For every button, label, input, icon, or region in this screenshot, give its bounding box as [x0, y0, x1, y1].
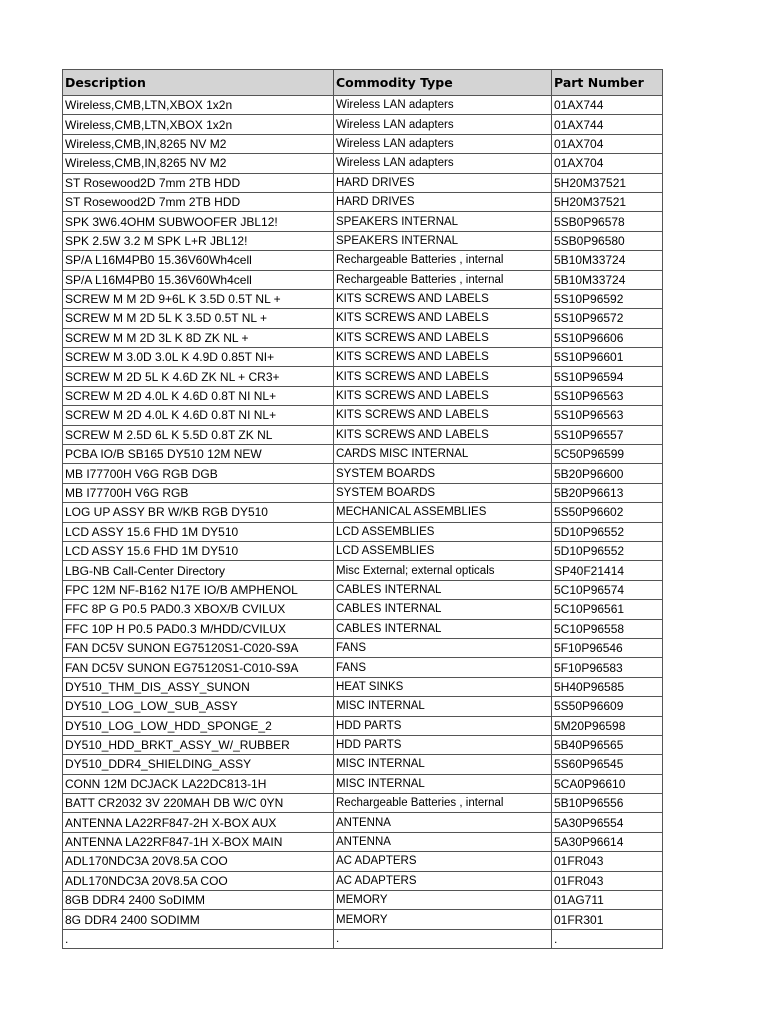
description-cell: SCREW M 2D 4.0L K 4.6D 0.8T NI NL+	[63, 386, 334, 405]
header-row	[63, 70, 663, 96]
part-number-cell: 5S10P96572	[552, 309, 663, 328]
table-row	[63, 522, 663, 541]
table-row	[63, 270, 663, 289]
commodity-type-cell: KITS SCREWS AND LABELS	[334, 309, 552, 328]
part-number-cell: 5D10P96552	[552, 541, 663, 560]
part-number-cell: SP40F21414	[552, 561, 663, 580]
commodity-type-cell: LCD ASSEMBLIES	[334, 541, 552, 560]
table-row	[63, 212, 663, 231]
part-number-cell: 5B10M33724	[552, 270, 663, 289]
part-number-cell: 5C10P96561	[552, 600, 663, 619]
commodity-type-cell: ANTENNA	[334, 832, 552, 851]
table-row	[63, 910, 663, 929]
table-row	[63, 541, 663, 560]
table-row	[63, 697, 663, 716]
commodity-type-cell: SYSTEM BOARDS	[334, 483, 552, 502]
table-row	[63, 289, 663, 308]
description-cell: DY510_THM_DIS_ASSY_SUNON	[63, 677, 334, 696]
part-number-cell: 5B20P96613	[552, 483, 663, 502]
commodity-type-cell: Wireless LAN adapters	[334, 134, 552, 153]
table-row	[63, 192, 663, 211]
description-cell: FFC 10P H P0.5 PAD0.3 M/HDD/CVILUX	[63, 619, 334, 638]
part-number-cell: 5H20M37521	[552, 192, 663, 211]
commodity-type-cell: MISC INTERNAL	[334, 755, 552, 774]
part-number-cell: 01AG711	[552, 891, 663, 910]
part-number-cell: 5S10P96601	[552, 348, 663, 367]
header-description: Description	[63, 70, 334, 96]
commodity-type-cell: SYSTEM BOARDS	[334, 464, 552, 483]
part-number-cell: 5S10P96592	[552, 289, 663, 308]
part-number-cell: 5A30P96614	[552, 832, 663, 851]
table-row	[63, 464, 663, 483]
table-row	[63, 425, 663, 444]
commodity-type-cell: HEAT SINKS	[334, 677, 552, 696]
commodity-type-cell: .	[334, 929, 552, 948]
description-cell: .	[63, 929, 334, 948]
table-row	[63, 154, 663, 173]
table-row	[63, 251, 663, 270]
description-cell: SP/A L16M4PB0 15.36V60Wh4cell	[63, 251, 334, 270]
table-row	[63, 231, 663, 250]
commodity-type-cell: KITS SCREWS AND LABELS	[334, 328, 552, 347]
commodity-type-cell: KITS SCREWS AND LABELS	[334, 348, 552, 367]
commodity-type-cell: MEMORY	[334, 910, 552, 929]
commodity-type-cell: KITS SCREWS AND LABELS	[334, 289, 552, 308]
commodity-type-cell: LCD ASSEMBLIES	[334, 522, 552, 541]
table-row	[63, 445, 663, 464]
commodity-type-cell: HDD PARTS	[334, 735, 552, 754]
part-number-cell: 5S10P96563	[552, 386, 663, 405]
description-cell: FFC 8P G P0.5 PAD0.3 XBOX/B CVILUX	[63, 600, 334, 619]
commodity-type-cell: Rechargeable Batteries , internal	[334, 251, 552, 270]
table-row	[63, 891, 663, 910]
description-cell: SCREW M M 2D 3L K 8D ZK NL +	[63, 328, 334, 347]
part-number-cell: 5C10P96558	[552, 619, 663, 638]
part-number-cell: 5S50P96602	[552, 503, 663, 522]
description-cell: DY510_DDR4_SHIELDING_ASSY	[63, 755, 334, 774]
commodity-type-cell: MISC INTERNAL	[334, 774, 552, 793]
commodity-type-cell: SPEAKERS INTERNAL	[334, 212, 552, 231]
table-row	[63, 619, 663, 638]
part-number-cell: 01AX744	[552, 96, 663, 115]
commodity-type-cell: AC ADAPTERS	[334, 871, 552, 890]
description-cell: CONN 12M DCJACK LA22DC813-1H	[63, 774, 334, 793]
table-row	[63, 173, 663, 192]
part-number-cell: 5B40P96565	[552, 735, 663, 754]
commodity-type-cell: KITS SCREWS AND LABELS	[334, 406, 552, 425]
commodity-type-cell: MEMORY	[334, 891, 552, 910]
table-body	[63, 96, 663, 949]
description-cell: Wireless,CMB,LTN,XBOX 1x2n	[63, 115, 334, 134]
description-cell: SPK 3W6.4OHM SUBWOOFER JBL12!	[63, 212, 334, 231]
commodity-type-cell: SPEAKERS INTERNAL	[334, 231, 552, 250]
description-cell: SCREW M 2D 4.0L K 4.6D 0.8T NI NL+	[63, 406, 334, 425]
description-cell: DY510_LOG_LOW_SUB_ASSY	[63, 697, 334, 716]
table-row	[63, 813, 663, 832]
part-number-cell: 01FR301	[552, 910, 663, 929]
part-number-cell: .	[552, 929, 663, 948]
commodity-type-cell: CABLES INTERNAL	[334, 600, 552, 619]
table-row	[63, 600, 663, 619]
commodity-type-cell: HARD DRIVES	[334, 173, 552, 192]
table-row	[63, 406, 663, 425]
commodity-type-cell: Rechargeable Batteries , internal	[334, 270, 552, 289]
description-cell: ANTENNA LA22RF847-1H X-BOX MAIN	[63, 832, 334, 851]
table-row	[63, 735, 663, 754]
commodity-type-cell: KITS SCREWS AND LABELS	[334, 425, 552, 444]
description-cell: LBG-NB Call-Center Directory	[63, 561, 334, 580]
part-number-cell: 01AX704	[552, 154, 663, 173]
table-row	[63, 871, 663, 890]
table-row	[63, 638, 663, 657]
table-row	[63, 134, 663, 153]
part-number-cell: 5S60P96545	[552, 755, 663, 774]
part-number-cell: 5M20P96598	[552, 716, 663, 735]
commodity-type-cell: Misc External; external opticals	[334, 561, 552, 580]
part-number-cell: 5B10P96556	[552, 794, 663, 813]
description-cell: Wireless,CMB,IN,8265 NV M2	[63, 154, 334, 173]
part-number-cell: 5S10P96557	[552, 425, 663, 444]
part-number-cell: 5B20P96600	[552, 464, 663, 483]
table-row	[63, 852, 663, 871]
commodity-type-cell: Wireless LAN adapters	[334, 96, 552, 115]
description-cell: SCREW M M 2D 5L K 3.5D 0.5T NL +	[63, 309, 334, 328]
description-cell: MB I77700H V6G RGB	[63, 483, 334, 502]
description-cell: ST Rosewood2D 7mm 2TB HDD	[63, 173, 334, 192]
description-cell: Wireless,CMB,IN,8265 NV M2	[63, 134, 334, 153]
description-cell: ADL170NDC3A 20V8.5A COO	[63, 871, 334, 890]
part-number-cell: 5SB0P96580	[552, 231, 663, 250]
description-cell: BATT CR2032 3V 220MAH DB W/C 0YN	[63, 794, 334, 813]
commodity-type-cell: KITS SCREWS AND LABELS	[334, 386, 552, 405]
commodity-type-cell: FANS	[334, 658, 552, 677]
description-cell: FAN DC5V SUNON EG75120S1-C020-S9A	[63, 638, 334, 657]
part-number-cell: 5C50P96599	[552, 445, 663, 464]
part-number-cell: 5H40P96585	[552, 677, 663, 696]
description-cell: FAN DC5V SUNON EG75120S1-C010-S9A	[63, 658, 334, 677]
commodity-type-cell: MECHANICAL ASSEMBLIES	[334, 503, 552, 522]
header-part-number: Part Number	[552, 70, 663, 96]
commodity-type-cell: HDD PARTS	[334, 716, 552, 735]
table-row	[63, 367, 663, 386]
commodity-type-cell: CARDS MISC INTERNAL	[334, 445, 552, 464]
part-number-cell: 01FR043	[552, 871, 663, 890]
description-cell: FPC 12M NF-B162 N17E IO/B AMPHENOL	[63, 580, 334, 599]
table-row	[63, 328, 663, 347]
commodity-type-cell: Wireless LAN adapters	[334, 154, 552, 173]
description-cell: DY510_LOG_LOW_HDD_SPONGE_2	[63, 716, 334, 735]
commodity-type-cell: CABLES INTERNAL	[334, 619, 552, 638]
part-number-cell: 5A30P96554	[552, 813, 663, 832]
part-number-cell: 5S50P96609	[552, 697, 663, 716]
part-number-cell: 5F10P96583	[552, 658, 663, 677]
description-cell: ST Rosewood2D 7mm 2TB HDD	[63, 192, 334, 211]
part-number-cell: 5SB0P96578	[552, 212, 663, 231]
part-number-cell: 5H20M37521	[552, 173, 663, 192]
commodity-type-cell: KITS SCREWS AND LABELS	[334, 367, 552, 386]
part-number-cell: 01AX744	[552, 115, 663, 134]
table-row	[63, 386, 663, 405]
table-row	[63, 96, 663, 115]
part-number-cell: 5S10P96563	[552, 406, 663, 425]
description-cell: SCREW M 2.5D 6L K 5.5D 0.8T ZK NL	[63, 425, 334, 444]
description-cell: SPK 2.5W 3.2 M SPK L+R JBL12!	[63, 231, 334, 250]
table-row	[63, 658, 663, 677]
header-commodity-type: Commodity Type	[334, 70, 552, 96]
table-row	[63, 483, 663, 502]
description-cell: LOG UP ASSY BR W/KB RGB DY510	[63, 503, 334, 522]
commodity-type-cell: Wireless LAN adapters	[334, 115, 552, 134]
commodity-type-cell: CABLES INTERNAL	[334, 580, 552, 599]
description-cell: DY510_HDD_BRKT_ASSY_W/_RUBBER	[63, 735, 334, 754]
table-row	[63, 832, 663, 851]
description-cell: 8G DDR4 2400 SODIMM	[63, 910, 334, 929]
table-row	[63, 503, 663, 522]
table-row	[63, 677, 663, 696]
table-row	[63, 348, 663, 367]
part-number-cell: 5CA0P96610	[552, 774, 663, 793]
description-cell: ANTENNA LA22RF847-2H X-BOX AUX	[63, 813, 334, 832]
description-cell: PCBA IO/B SB165 DY510 12M NEW	[63, 445, 334, 464]
part-number-cell: 5S10P96606	[552, 328, 663, 347]
part-number-cell: 01AX704	[552, 134, 663, 153]
description-cell: SCREW M M 2D 9+6L K 3.5D 0.5T NL +	[63, 289, 334, 308]
table-row	[63, 309, 663, 328]
part-number-cell: 01FR043	[552, 852, 663, 871]
description-cell: Wireless,CMB,LTN,XBOX 1x2n	[63, 96, 334, 115]
description-cell: SP/A L16M4PB0 15.36V60Wh4cell	[63, 270, 334, 289]
commodity-type-cell: ANTENNA	[334, 813, 552, 832]
table-row	[63, 755, 663, 774]
description-cell: 8GB DDR4 2400 SoDIMM	[63, 891, 334, 910]
part-number-cell: 5B10M33724	[552, 251, 663, 270]
part-number-cell: 5C10P96574	[552, 580, 663, 599]
description-cell: LCD ASSY 15.6 FHD 1M DY510	[63, 522, 334, 541]
description-cell: SCREW M 3.0D 3.0L K 4.9D 0.85T NI+	[63, 348, 334, 367]
commodity-type-cell: MISC INTERNAL	[334, 697, 552, 716]
table-row	[63, 929, 663, 948]
description-cell: SCREW M 2D 5L K 4.6D ZK NL + CR3+	[63, 367, 334, 386]
table-row	[63, 716, 663, 735]
commodity-type-cell: Rechargeable Batteries , internal	[334, 794, 552, 813]
description-cell: LCD ASSY 15.6 FHD 1M DY510	[63, 541, 334, 560]
table-row	[63, 794, 663, 813]
description-cell: ADL170NDC3A 20V8.5A COO	[63, 852, 334, 871]
part-number-cell: 5D10P96552	[552, 522, 663, 541]
table-row	[63, 115, 663, 134]
part-number-cell: 5F10P96546	[552, 638, 663, 657]
commodity-type-cell: HARD DRIVES	[334, 192, 552, 211]
table-row	[63, 580, 663, 599]
description-cell: MB I77700H V6G RGB DGB	[63, 464, 334, 483]
commodity-type-cell: FANS	[334, 638, 552, 657]
commodity-type-cell: AC ADAPTERS	[334, 852, 552, 871]
parts-table	[62, 69, 663, 949]
part-number-cell: 5S10P96594	[552, 367, 663, 386]
table-row	[63, 774, 663, 793]
table-row	[63, 561, 663, 580]
